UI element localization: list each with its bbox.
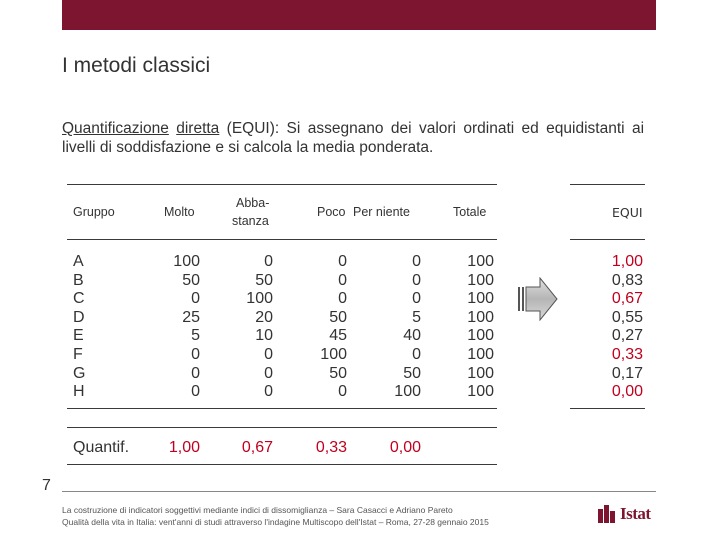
cell-per-niente: 0 [412,271,421,289]
table-rule-body [67,408,497,409]
cell-equi: 0,27 [611,327,643,345]
cell-gruppo: C [73,290,85,308]
logo-text: Istat [620,504,651,523]
cell-totale: 100 [467,346,494,363]
cell-totale: 100 [467,364,494,382]
cell-gruppo: H [73,383,85,401]
footer-line-2: Qualità della vita in Italia: vent'anni di studi attraverso l'indagine Multiscopo dell'Istat – Roma, 27-28 gennaio 2015 [62,517,489,527]
cell-abbastanza: 0 [264,346,273,363]
cell-totale: 100 [467,271,494,289]
header-equi: EQUI [612,205,643,220]
cell-molto: 0 [191,290,200,308]
cell-molto: 0 [191,383,200,401]
cell-per-niente: 40 [403,327,421,345]
cell-molto: 50 [182,271,200,289]
footer-text [62,504,489,528]
cell-molto: 0 [191,346,200,363]
cell-equi: 0,00 [611,383,643,401]
cell-poco: 45 [329,327,347,345]
intro-paragraph [62,119,644,157]
header-totale: Totale [453,205,487,219]
cell-per-niente: 100 [394,383,421,401]
intro-text: (EQUI): Si assegnano dei valori ordinati ed equidistanti ai livelli di soddisfazione e si calcola la media ponderata. [62,120,645,156]
cell-poco: 50 [329,364,347,382]
cell-gruppo: D [73,308,85,326]
footer-rule [62,491,656,492]
header-abbastanza-1: Abba- [236,196,270,210]
header-per-niente: Per niente [353,205,410,219]
quantif-abbastanza: 0,67 [241,439,273,456]
cell-abbastanza: 0 [264,383,273,401]
header-bar [62,0,656,30]
istat-logo [598,504,658,524]
table-rule-header [67,239,497,240]
header-abbastanza-2: stanza [232,214,269,228]
cell-poco: 0 [338,253,347,270]
cell-gruppo: F [73,346,83,363]
cell-gruppo: E [73,327,84,345]
cell-abbastanza: 20 [255,308,273,326]
cell-equi: 0,83 [611,271,643,289]
cell-totale: 100 [467,308,494,326]
cell-equi: 0,67 [611,290,643,308]
page-number: 7 [42,477,51,494]
cell-abbastanza: 10 [255,327,273,345]
cell-equi: 0,55 [611,308,643,326]
cell-molto: 100 [173,253,200,270]
cell-abbastanza: 50 [255,271,273,289]
table-rule-top [67,184,497,185]
quantif-poco: 0,33 [315,439,347,456]
quantif-molto: 1,00 [168,439,200,456]
header-gruppo: Gruppo [73,205,115,219]
footer-line-1: La costruzione di indicatori soggettivi mediante indici di dissomiglianza – Sara Casacci e Adriano Pareto [62,505,453,515]
cell-per-niente: 50 [403,364,421,382]
cell-poco: 50 [329,308,347,326]
quantif-label: Quantif. [73,439,130,456]
cell-equi: 0,33 [611,346,643,363]
cell-equi: 0,17 [611,364,643,382]
quantif-per-niente: 0,00 [389,439,421,456]
right-arrow-icon [518,277,558,321]
equi-rule-header [570,239,645,240]
intro-term-diretta: diretta [176,120,220,137]
cell-abbastanza: 0 [264,364,273,382]
cell-totale: 100 [467,290,494,308]
cell-totale: 100 [467,253,494,270]
equi-rule-bottom [570,408,645,409]
cell-abbastanza: 0 [264,253,273,270]
cell-poco: 100 [320,346,347,363]
cell-per-niente: 0 [412,346,421,363]
intro-term-quantificazione: Quantificazione [62,120,169,137]
cell-molto: 0 [191,364,200,382]
cell-gruppo: A [73,253,84,270]
cell-gruppo: B [73,271,84,289]
cell-gruppo: G [73,364,86,382]
cell-molto: 25 [182,308,200,326]
cell-equi: 1,00 [611,253,643,270]
cell-poco: 0 [338,383,347,401]
cell-per-niente: 0 [412,253,421,270]
header-poco: Poco [317,205,346,219]
table-rule-bottom [67,464,497,465]
equi-rule-top [570,184,645,185]
cell-poco: 0 [338,290,347,308]
cell-abbastanza: 100 [246,290,273,308]
table-rule-quantif [67,427,497,428]
header-molto: Molto [164,205,195,219]
cell-per-niente: 0 [412,290,421,308]
slide-title: I metodi classici [62,54,211,77]
cell-totale: 100 [467,327,494,345]
cell-molto: 5 [191,327,200,345]
istat-logo-icon [598,505,618,523]
cell-totale: 100 [467,383,494,401]
cell-per-niente: 5 [412,308,421,326]
cell-poco: 0 [338,271,347,289]
